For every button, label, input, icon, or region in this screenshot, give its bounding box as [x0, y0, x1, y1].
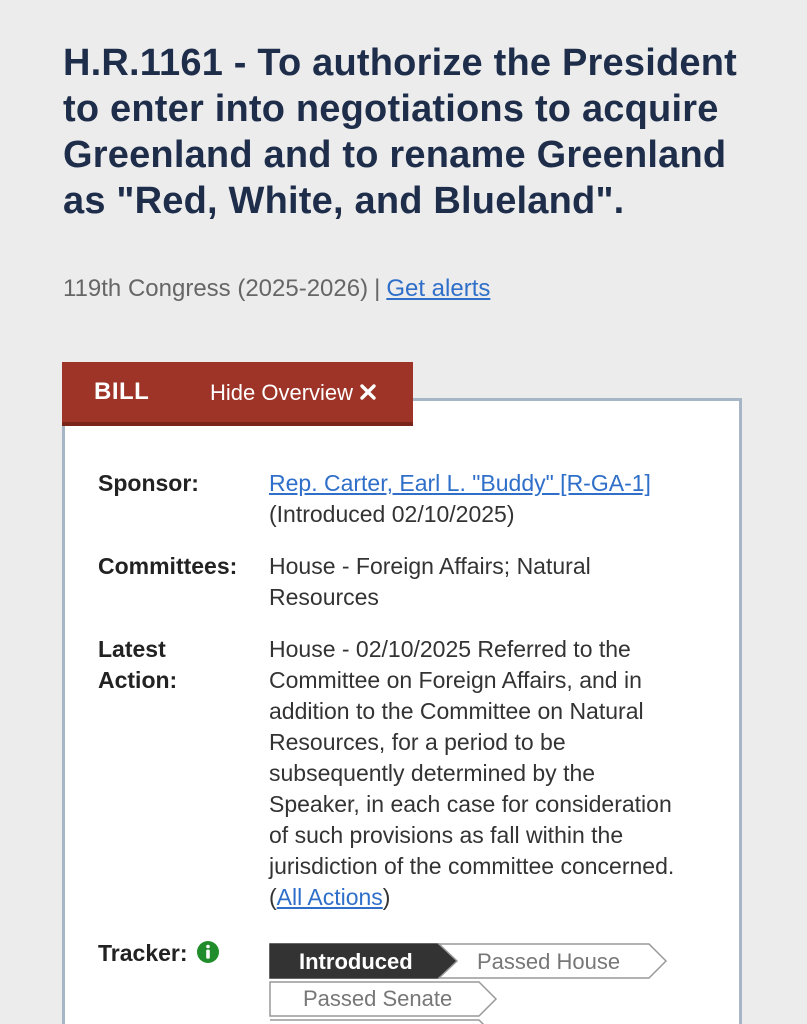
- tracker-step-passed-senate: Passed Senate: [303, 986, 453, 1011]
- committees-label: Committees:: [98, 553, 238, 579]
- hide-overview-button[interactable]: [210, 380, 377, 406]
- latest-action-label: Latest Action:: [98, 636, 178, 693]
- tracker-step-next-shape: [270, 1020, 491, 1024]
- tab-bill[interactable]: BILL: [94, 378, 150, 405]
- bill-tracker: [269, 942, 689, 1024]
- tracker-svg: [269, 942, 689, 1024]
- overview-tab-bar: [62, 362, 413, 426]
- hide-overview-label: Hide Overview: [210, 380, 354, 405]
- sponsor-link[interactable]: Rep. Carter, Earl L. "Buddy" [R-GA-1]: [269, 470, 651, 496]
- get-alerts-link[interactable]: Get alerts: [386, 275, 491, 302]
- info-icon[interactable]: [196, 940, 220, 964]
- latest-action-value: House - 02/10/2025 Referred to the Committee on Foreign Affairs, and in addition to the Committee on Natural Resources, for a period to be subsequently determined by the Speaker, in each case for consideration of such provisions as fall within the jurisdiction of the committee concerned. (All Actions): [269, 636, 681, 910]
- tracker-step-introduced: Introduced: [299, 949, 413, 974]
- congress-session: 119th Congress (2025-2026): [63, 275, 369, 302]
- tracker-label-wrap: [98, 938, 263, 969]
- congress-line: [63, 274, 490, 304]
- latest-action-text: House - 02/10/2025 Referred to the Committee on Foreign Affairs, and in addition to the Committee on Natural Resources, for a period to be subsequently determined by the Speaker, in each case for consideration of such provisions as fall within the jurisdiction of the committee concerned.: [269, 636, 675, 879]
- committees-value: House - Foreign Affairs; Natural Resources: [269, 553, 591, 610]
- tracker-label: Tracker:: [98, 940, 188, 966]
- all-actions-link[interactable]: All Actions: [276, 884, 383, 910]
- sponsor-introduced: (Introduced 02/10/2025): [269, 501, 515, 527]
- page-title: H.R.1161 - To authorize the President to enter into negotiations to acquire Greenland and to rename Greenland as "Red, White, and Blueland".: [63, 42, 737, 222]
- close-icon: [359, 383, 377, 401]
- sponsor-value: [269, 468, 689, 530]
- sponsor-label: Sponsor:: [98, 470, 199, 496]
- tracker-step-passed-house: Passed House: [477, 949, 621, 974]
- separator: |: [374, 275, 381, 302]
